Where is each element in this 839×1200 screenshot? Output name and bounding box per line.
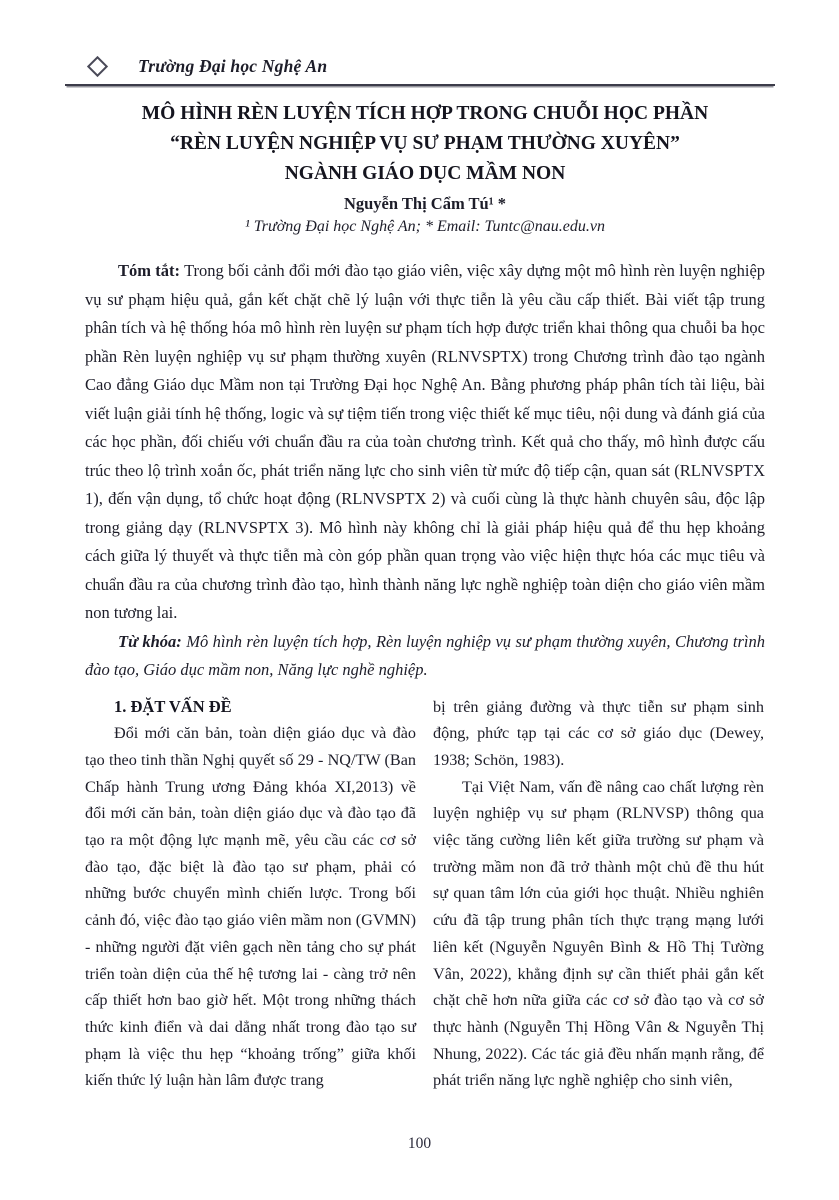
abstract-paragraph xyxy=(85,257,765,628)
article-title-line-1: MÔ HÌNH RÈN LUYỆN TÍCH HỢP TRONG CHUỖI HỌC PHẦN xyxy=(141,103,709,124)
left-column xyxy=(85,694,416,1095)
page-number: 100 xyxy=(407,1135,432,1152)
journal-running-head xyxy=(65,56,775,86)
diamond-icon xyxy=(87,56,108,77)
keywords-label: Từ khóa: xyxy=(118,631,182,651)
section-1-heading: 1. ĐẶT VẤN ĐỀ xyxy=(114,696,232,716)
right-column xyxy=(433,694,764,1095)
body-columns xyxy=(85,694,765,1095)
keywords-text: Mô hình rèn luyện tích hợp, Rèn luyện nghiệp vụ sư phạm thường xuyên, Chương trình đào tạo, Giáo dục mầm non, Năng lực nghề nghiệp. xyxy=(85,631,766,679)
abstract-text: Trong bối cảnh đổi mới đào tạo giáo viên, việc xây dựng một mô hình rèn luyện nghiệp vụ sư phạm hiệu quả, gắn kết chặt chẽ lý luận với thực tiễn là yêu cầu cấp thiết. Bài viết tập trung phân tích và hệ thống hóa mô hình rèn luyện sư phạm tích hợp được triển khai thông qua chuỗi ba học phần Rèn luyện nghiệp vụ sư phạm thường xuyên (RLNVSPTX) trong Chương trình đào tạo ngành Cao đẳng Giáo dục Mầm non tại Trường Đại học Nghệ An. Bằng phương pháp phân tích tài liệu, bài viết luận giải tính hệ thống, logic và sự tiệm tiến trong việc thiết kế mục tiêu, nội dung và đánh giá của các học phần, đối chiếu với chuẩn đầu ra của toàn chương trình. Kết quả cho thấy, mô hình được cấu trúc theo lộ trình xoắn ốc, phát triển năng lực cho sinh viên từ mức độ tiếp cận, quan sát (RLNVSPTX 1), đến vận dụng, tổ chức hoạt động (RLNVSPTX 2) và cuối cùng là thực hành chuyên sâu, độc lập trong giảng dạy (RLNVSPTX 3). Mô hình này không chỉ là giải pháp hiệu quả để thu hẹp khoảng cách giữa lý thuyết và thực tiễn mà còn góp phần quan trọng vào việc hiện thực hóa các mục tiêu và chuẩn đầu ra của chương trình đào tạo, hình thành năng lực nghề nghiệp toàn diện cho giáo viên mầm non tương lai. xyxy=(85,261,766,622)
right-column-paragraph-2: Tại Việt Nam, vấn đề nâng cao chất lượng rèn luyện nghiệp vụ sư phạm (RLNVSP) thông qua việc tăng cường liên kết giữa trường sư phạm và trường mầm non đã trở thành một chủ đề thu hút sự quan tâm lớn của giới học thuật. Nhiều nghiên cứu đã tập trung phân tích thực trạng mạng lưới liên kết (Nguyễn Nguyên Bình & Hồ Thị Tường Vân, 2022), khẳng định sự cần thiết phải gắn kết chặt chẽ hơn nữa giữa các cơ sở đào tạo và cơ sở thực hành (Nguyễn Thị Hồng Vân & Nguyễn Thị Nhung, 2022). Các tác giả đều nhấn mạnh rằng, để phát triển năng lực nghề nghiệp cho sinh viên, xyxy=(433,777,764,1090)
institution-name: Trường Đại học Nghệ An xyxy=(138,56,328,76)
abstract-label: Tóm tắt: xyxy=(118,261,181,280)
right-column-paragraph-1: bị trên giảng đường và thực tiễn sư phạm sinh động, phức tạp tại các cơ sở giáo dục (Dewey, 1938; Schön, 1983). xyxy=(433,697,764,769)
keywords-paragraph xyxy=(85,628,765,685)
article-title xyxy=(85,99,765,189)
article-title-line-3: NGÀNH GIÁO DỤC MẦM NON xyxy=(284,163,566,184)
left-column-paragraph: Đổi mới căn bản, toàn diện giáo dục và đào tạo theo tinh thần Nghị quyết số 29 - NQ/TW (Ban Chấp hành Trung ương Đảng khóa XI,2013) về đổi mới căn bản, toàn diện giáo dục và đào tạo đã tạo ra một động lực mạnh mẽ, yêu cầu các cơ sở đào tạo, đặc biệt là đào tạo sư phạm, phải có những bước chuyển mình chiến lược. Trong bối cảnh đó, việc đào tạo giáo viên mầm non (GVMN) - những người đặt viên gạch nền tảng cho sự phát triển toàn diện của thế hệ tương lai - càng trở nên cấp thiết hơn bao giờ hết. Một trong những thách thức kinh điển và dai dẳng nhất trong đào tạo sư phạm là việc thu hẹp “khoảng trống” giữa khối kiến thức lý luận hàn lâm được trang xyxy=(85,724,416,1090)
author-affiliation: ¹ Trường Đại học Nghệ An; * Email: Tuntc@nau.edu.vn xyxy=(244,218,606,235)
author-name: Nguyễn Thị Cẩm Tú¹ * xyxy=(343,194,507,213)
article-title-line-2: “RÈN LUYỆN NGHIỆP VỤ SƯ PHẠM THƯỜNG XUYÊN” xyxy=(170,133,680,154)
